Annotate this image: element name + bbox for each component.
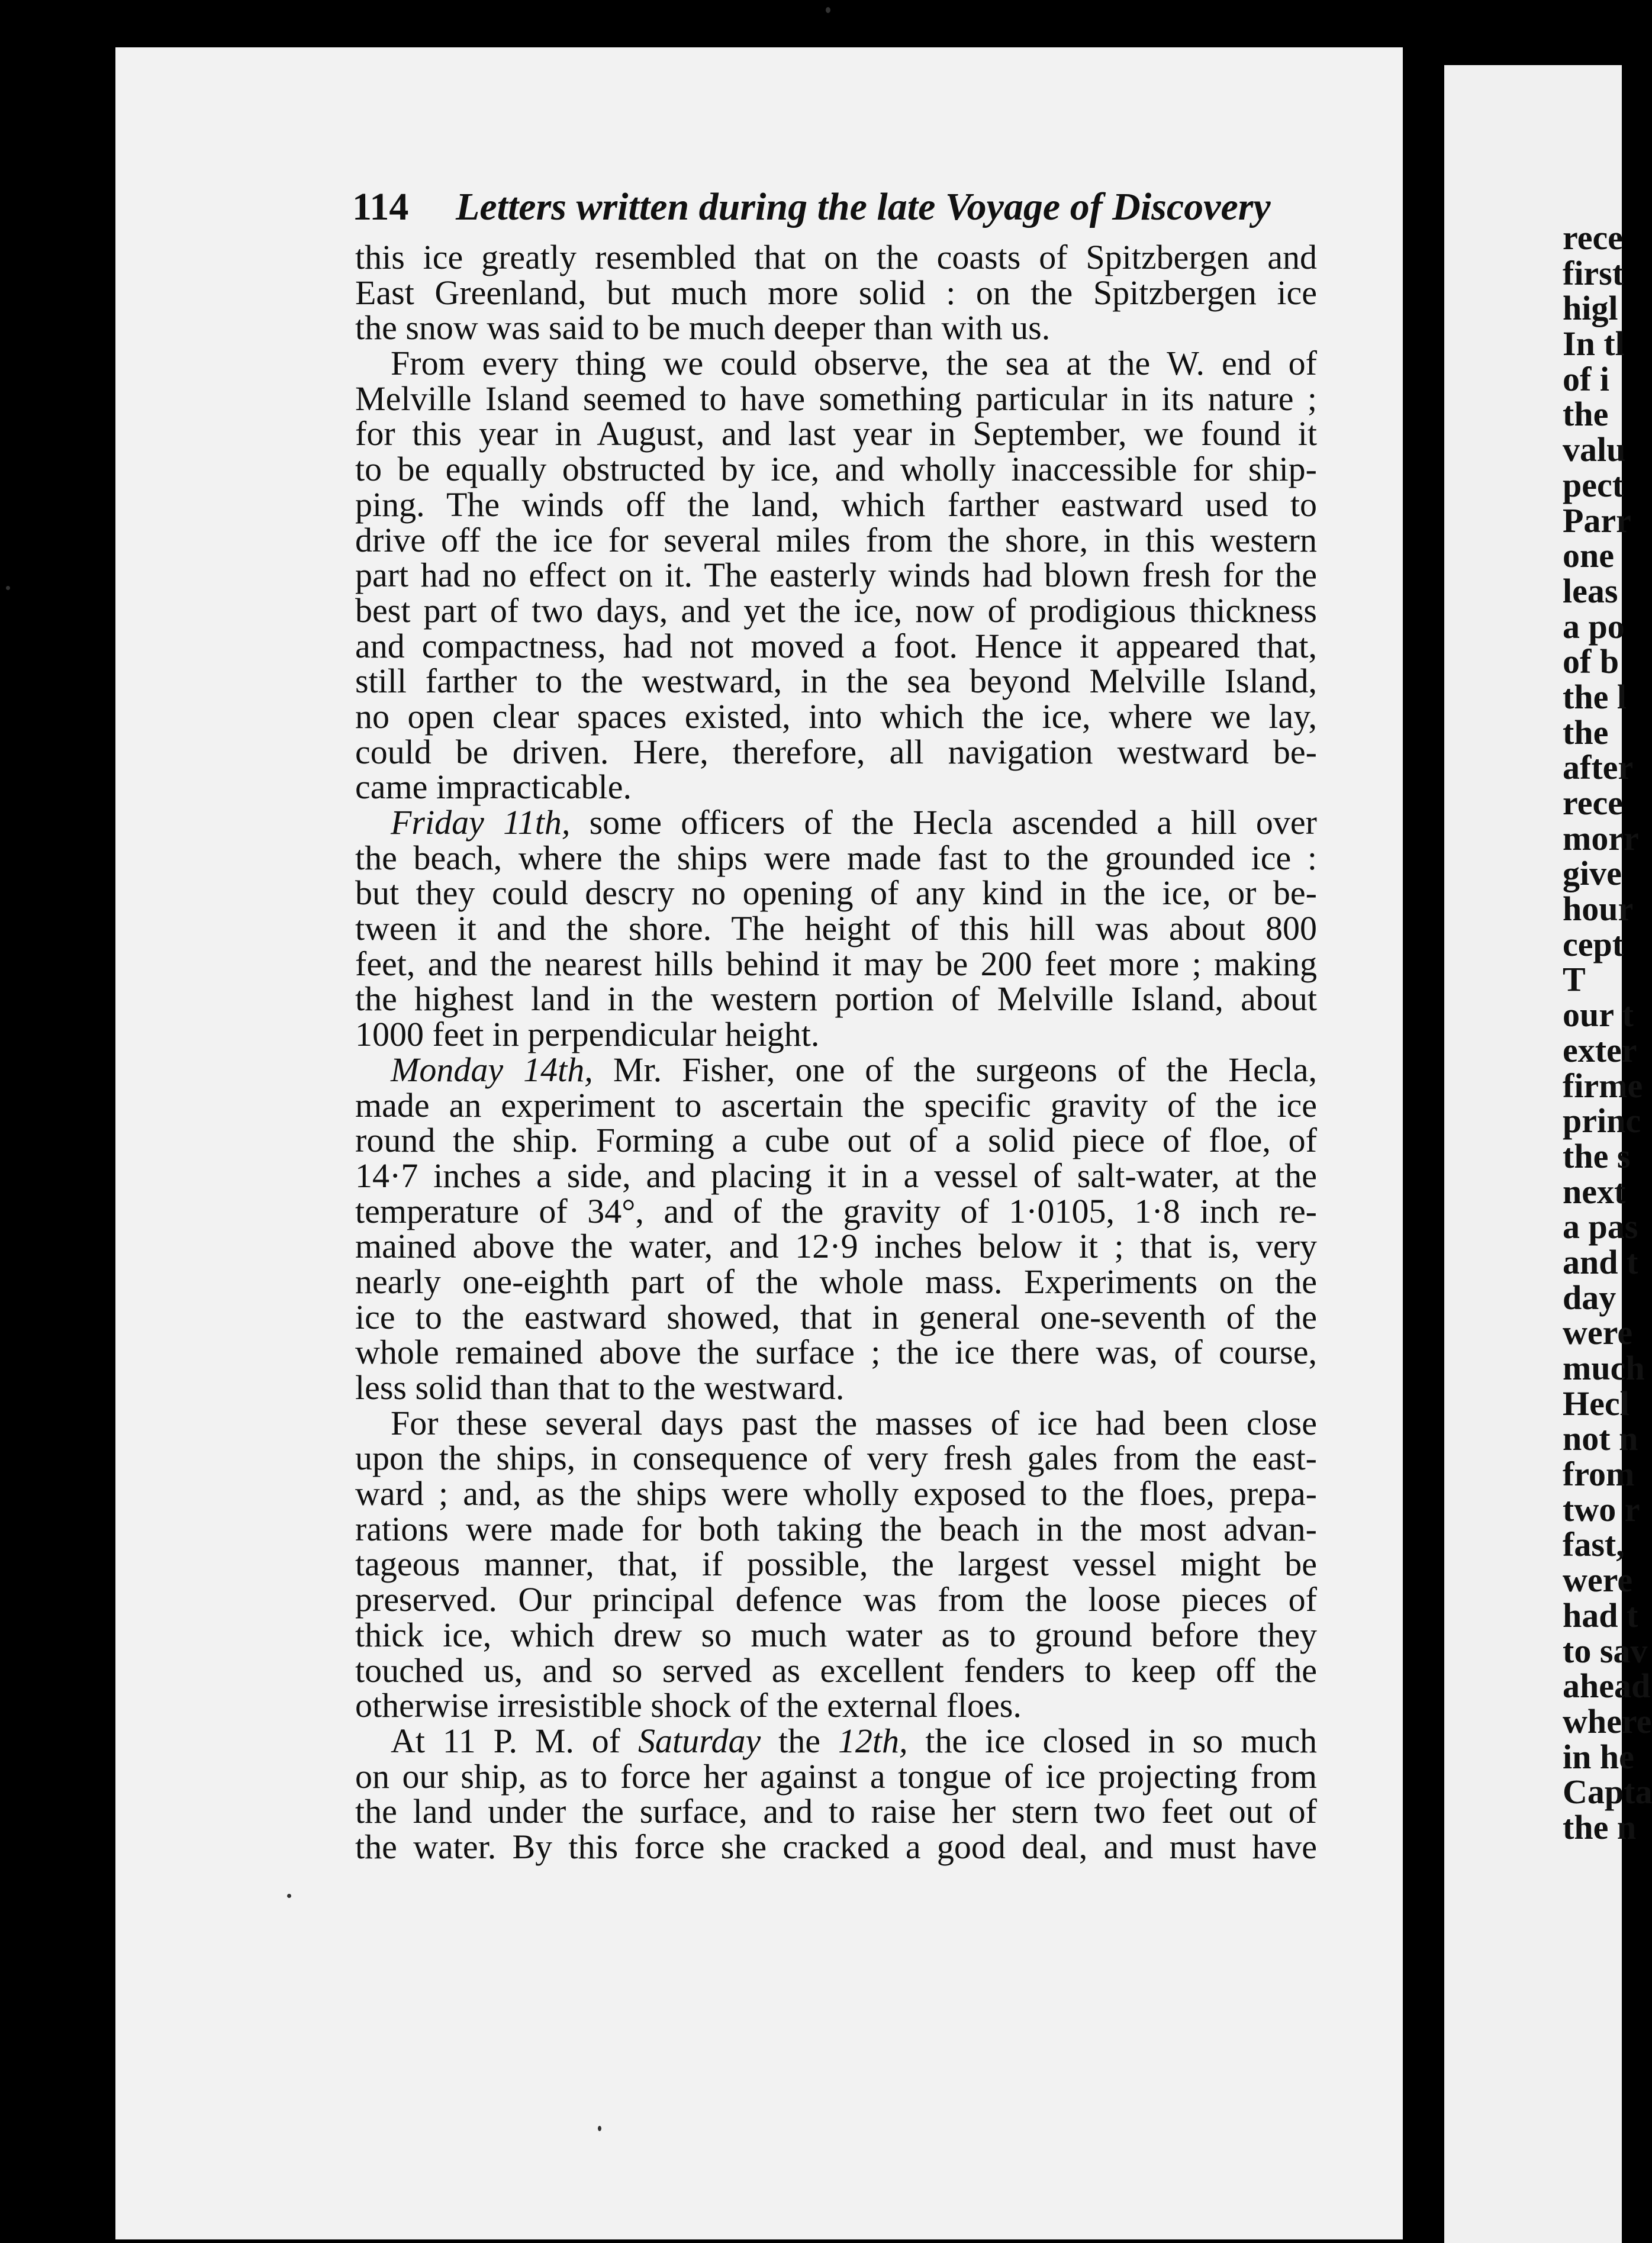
facing-page-fragment: Hecl [1563, 1384, 1630, 1423]
text-run: mained above the water, and 12·9 inches below it ; that is, very [355, 1227, 1317, 1266]
facing-page-fragment: pect [1563, 465, 1624, 504]
text-run: no open clear spaces existed, into which the ice, where we lay, [355, 697, 1317, 736]
text-run: 14·7 inches a side, and placing it in a vessel of salt-water, at the [355, 1156, 1317, 1195]
facing-page-fragment: of b [1563, 642, 1619, 681]
text-run: still farther to the westward, in the sea beyond Melville Island, [355, 662, 1317, 701]
text-line [355, 275, 1317, 311]
text-run: drive off the ice for several miles from the shore, in this western [355, 520, 1317, 559]
facing-page-fragment: princ [1563, 1101, 1641, 1140]
text-line [355, 981, 1317, 1017]
text-run: upon the ships, in consequence of very fresh gales from the east- [355, 1439, 1317, 1478]
facing-page-fragment: In tl [1563, 324, 1625, 363]
text-line [355, 593, 1317, 629]
text-line [355, 911, 1317, 946]
text-line [355, 946, 1317, 982]
facing-page-fragment: of i [1563, 359, 1609, 398]
facing-page-fragment: the [1563, 395, 1609, 434]
text-run: rations were made for both taking the beach in the most advan- [355, 1509, 1317, 1548]
facing-page-fragment: rece [1563, 784, 1623, 822]
text-line [355, 416, 1317, 452]
text-run: tween it and the shore. The height of this hill was about 800 [355, 909, 1317, 948]
text-line [355, 381, 1317, 417]
text-run: the beach, where the ships were made fast to the grounded ice : [355, 838, 1317, 877]
text-line [355, 1546, 1317, 1582]
facing-page-fragment: higl [1563, 289, 1618, 328]
text-run: otherwise irresistible shock of the external floes. [355, 1686, 1022, 1725]
facing-page-fragment: the s [1563, 1136, 1631, 1175]
text-run: Melville Island seemed to have something particular in its nature ; [355, 379, 1317, 418]
print-speck [287, 1894, 291, 1898]
text-line [355, 840, 1317, 876]
facing-page-fragment: were [1563, 1561, 1633, 1600]
text-run: tageous manner, that, if possible, the largest vessel might be [355, 1545, 1317, 1584]
text-run: on our ship, as to force her against a tongue of ice projecting from [355, 1757, 1317, 1796]
facing-page-fragment: and t [1563, 1242, 1638, 1281]
facing-page-fragment: a pas [1563, 1207, 1638, 1246]
text-run: thick ice, which drew so much water as to ground before they [355, 1615, 1317, 1654]
facing-page-fragment: Capta [1563, 1773, 1652, 1812]
facing-page-fragment: ahead [1563, 1667, 1651, 1706]
facing-page-fragment: where [1563, 1701, 1652, 1741]
facing-page-fragment: had t [1563, 1596, 1638, 1635]
italic-text: Friday 11th, [391, 803, 571, 842]
facing-page-fragment: the l [1563, 677, 1627, 716]
text-line [355, 734, 1317, 770]
text-run: the highest land in the western portion of Melville Island, about [355, 979, 1317, 1019]
facing-page-fragment: exter [1563, 1030, 1637, 1069]
text-run: the land under the surface, and to raise her stern two feet out of [355, 1792, 1317, 1831]
text-line [355, 557, 1317, 593]
text-line [355, 1829, 1317, 1865]
text-run: From every thing we could observe, the sea at the W. end of [391, 344, 1317, 383]
running-header [352, 185, 1335, 244]
text-line [355, 1229, 1317, 1264]
text-line [355, 699, 1317, 734]
italic-text: 12th, [838, 1721, 908, 1760]
facing-page-fragment: first [1563, 253, 1624, 292]
text-line [355, 1264, 1317, 1300]
facing-page-fragment: a po [1563, 607, 1625, 646]
facing-page-fragment: valu [1563, 430, 1626, 469]
text-run: the water. By this force she cracked a good deal, and must have [355, 1827, 1317, 1866]
text-line [355, 1794, 1317, 1829]
facing-page-fragment: the [1563, 713, 1609, 752]
running-title: Letters written during the late Voyage of Discovery [456, 185, 1271, 228]
text-line [355, 520, 1317, 559]
text-run: Mr. Fisher, one of the surgeons of the Hecla, [592, 1050, 1317, 1089]
text-line [355, 310, 1317, 346]
text-run: to be equally obstructed by ice, and wholly inaccessible for ship- [355, 450, 1317, 489]
text-run: best part of two days, and yet the ice, now of prodigious thickness [355, 591, 1317, 630]
text-run: whole remained above the surface ; the ice there was, of course, [355, 1333, 1317, 1372]
text-line [355, 240, 1317, 275]
text-run: made an experiment to ascertain the specific gravity of the ice [355, 1085, 1317, 1124]
text-line [355, 1403, 1317, 1442]
text-line [355, 769, 1317, 805]
facing-page-fragment: morr [1563, 818, 1639, 858]
text-run: preserved. Our principal defence was from the loose pieces of [355, 1580, 1317, 1619]
text-run: touched us, and so served as excellent fenders to keep off the [355, 1651, 1317, 1690]
facing-page-fragment: hour [1563, 890, 1634, 929]
text-line [355, 346, 1317, 381]
text-run: For these several days past the masses of ice had been close [391, 1403, 1317, 1442]
text-run: the snow was said to be much deeper than with us. [355, 308, 1051, 347]
facing-page-fragment: two r [1563, 1490, 1640, 1529]
text-run: East Greenland, but much more solid : on the Spitzbergen ice [355, 273, 1317, 312]
facing-page-fragment: rece [1563, 218, 1623, 257]
page-number: 114 [352, 185, 409, 228]
text-run: round the ship. Forming a cube out of a solid piece of floe, of [355, 1121, 1317, 1160]
text-run: could be driven. Here, therefore, all navigation westward be- [355, 732, 1317, 771]
text-line [355, 1085, 1317, 1124]
text-line [355, 875, 1317, 911]
facing-page-fragment: cept [1563, 924, 1624, 963]
facing-page-fragment: day [1563, 1278, 1616, 1317]
text-run: came impracticable. [355, 768, 632, 807]
text-line [355, 1297, 1317, 1336]
facing-page-fragment: were [1563, 1313, 1633, 1352]
facing-page-text [1563, 220, 1652, 1845]
text-run: the [761, 1721, 838, 1760]
facing-page-fragment: in he [1563, 1737, 1634, 1776]
text-line [355, 1653, 1317, 1688]
text-run: At 11 P. M. of [391, 1721, 638, 1760]
facing-page-fragment: firme [1563, 1066, 1643, 1105]
facing-page-fragment: one [1563, 536, 1614, 575]
facing-page-fragment: fast, [1563, 1525, 1625, 1564]
text-line [355, 663, 1317, 699]
text-line [355, 452, 1317, 487]
text-line [355, 1052, 1317, 1088]
text-line [355, 626, 1317, 665]
text-run: part had no effect on it. The easterly winds had blown fresh for the [355, 556, 1317, 595]
facing-page-fragment: from [1563, 1455, 1635, 1494]
text-line [355, 1335, 1317, 1370]
facing-page-fragment: the n [1563, 1807, 1637, 1846]
text-run: but they could descry no opening of any kind in the ice, or be- [355, 874, 1317, 913]
text-line [355, 1158, 1317, 1194]
text-run: nearly one-eighth part of the whole mass. Experiments on the [355, 1262, 1317, 1301]
text-run: for this year in August, and last year in September, we found it [355, 414, 1317, 453]
facing-page-fragment: T [1563, 960, 1586, 999]
text-line [355, 1440, 1317, 1476]
text-run: ward ; and, as the ships were wholly exposed to the floes, prepa- [355, 1474, 1317, 1513]
text-line [355, 1509, 1317, 1548]
text-line [355, 1759, 1317, 1794]
print-speck [6, 586, 10, 590]
text-line [355, 1582, 1317, 1617]
print-speck [826, 7, 830, 13]
text-run: ping. The winds off the land, which farther eastward used to [355, 485, 1317, 524]
facing-page-fragment: after [1563, 748, 1634, 787]
text-run: feet, and the nearest hills behind it may be 200 feet more ; making [355, 944, 1317, 983]
facing-page-fragment: Parr [1563, 501, 1631, 540]
facing-page-fragment: give [1563, 854, 1622, 893]
italic-text: Saturday [637, 1721, 761, 1760]
facing-page-fragment: much [1563, 1349, 1645, 1387]
text-run: and compactness, had not moved a foot. Hence it appeared that, [355, 626, 1317, 665]
text-run: less solid than that to the westward. [355, 1368, 845, 1407]
body-text [355, 240, 1317, 1865]
text-line [355, 1191, 1317, 1230]
facing-page-fragment: not n [1563, 1419, 1638, 1458]
text-run: some officers of the Hecla ascended a hill over [570, 803, 1317, 842]
text-run: this ice greatly resembled that on the coasts of Spitzbergen and [355, 238, 1317, 276]
italic-text: Monday 14th, [391, 1050, 593, 1089]
text-line [355, 1370, 1317, 1406]
text-run: temperature of 34°, and of the gravity of 1·0105, 1·8 inch re- [355, 1191, 1317, 1230]
print-speck [598, 2126, 601, 2131]
facing-page-fragment: leas [1563, 571, 1618, 610]
text-line [355, 1123, 1317, 1158]
text-run: the ice closed in so much [907, 1721, 1317, 1760]
text-run: 1000 feet in perpendicular height. [355, 1015, 820, 1054]
text-line [355, 1017, 1317, 1052]
text-line [355, 1688, 1317, 1723]
text-line [355, 805, 1317, 840]
facing-page-fragment: to sav [1563, 1631, 1648, 1670]
facing-page-fragment: our t [1563, 995, 1634, 1035]
text-line [355, 487, 1317, 523]
text-run: ice to the eastward showed, that in general one-seventh of the [355, 1297, 1317, 1336]
facing-page-fragment: next [1563, 1172, 1626, 1211]
text-line [355, 1723, 1317, 1759]
text-line [355, 1617, 1317, 1653]
text-line [355, 1476, 1317, 1512]
